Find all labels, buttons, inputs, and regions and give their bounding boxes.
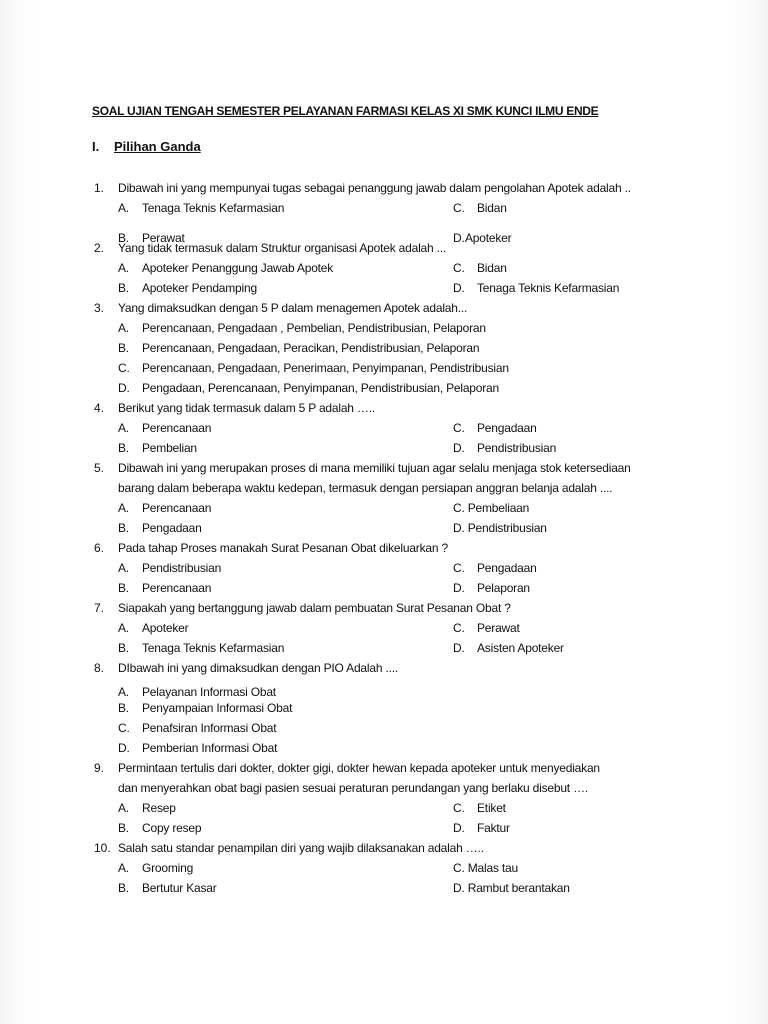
option-key: A.: [118, 561, 129, 575]
option-c: [453, 501, 529, 515]
option-c: [453, 201, 507, 215]
option-key: C.: [453, 561, 465, 575]
option-key: D.: [453, 821, 465, 835]
option-text: Pengadaan: [477, 421, 537, 435]
option-key: B.: [118, 441, 129, 455]
option-d: [453, 881, 570, 895]
question-text-cont: dan menyerahkan obat bagi pasien sesuai peraturan perundangan yang berlaku disebut ….: [118, 781, 589, 795]
option-key: C.: [453, 421, 465, 435]
option-key: B.: [118, 641, 129, 655]
option-text: Resep: [142, 801, 176, 815]
option-key: C.: [453, 621, 465, 635]
option-text: D. Pendistribusian: [453, 521, 547, 535]
option-text: Pengadaan, Perencanaan, Penyimpanan, Pendistribusian, Pelaporan: [142, 381, 499, 395]
question-text: Permintaan tertulis dari dokter, dokter gigi, dokter hewan kepada apoteker untuk menyediakan: [118, 761, 600, 775]
option-key: B.: [118, 341, 129, 355]
option-key: B.: [118, 821, 129, 835]
option-text: Pengadaan: [477, 561, 537, 575]
question-text: Salah satu standar penampilan diri yang wajib dilaksanakan adalah …..: [118, 841, 484, 855]
option-key: A.: [118, 321, 129, 335]
option-b: [118, 341, 479, 355]
option-text: Grooming: [142, 861, 194, 875]
option-text: Pelayanan Informasi Obat: [142, 685, 276, 699]
option-a: [118, 685, 276, 699]
option-text: Perencanaan: [142, 581, 212, 595]
option-b: [118, 521, 202, 535]
option-text: Apoteker: [142, 621, 189, 635]
option-d: [453, 641, 564, 655]
question-text: DIbawah ini yang dimaksudkan dengan PIO Adalah ....: [118, 661, 398, 675]
option-text: D. Rambut berantakan: [453, 881, 570, 895]
option-c: [118, 721, 276, 735]
option-text: Tenaga Teknis Kefarmasian: [142, 641, 285, 655]
option-text: Pendistribusian: [477, 441, 557, 455]
option-b: [118, 281, 257, 295]
option-c: [453, 261, 507, 275]
option-text: Faktur: [477, 821, 510, 835]
question-text: Siapakah yang bertanggung jawab dalam pembuatan Surat Pesanan Obat ?: [118, 601, 511, 615]
option-c: [453, 801, 506, 815]
option-b: [118, 581, 211, 595]
option-b: [118, 441, 197, 455]
option-key: A.: [118, 861, 129, 875]
question-number: 9.: [94, 761, 105, 775]
option-key: A.: [118, 421, 129, 435]
option-text: Asisten Apoteker: [477, 641, 564, 655]
option-key: C.: [453, 261, 465, 275]
question-number: 8.: [94, 661, 105, 675]
option-b: [118, 821, 201, 835]
option-text: Pembelian: [142, 441, 197, 455]
option-b: [118, 701, 292, 715]
option-key: A.: [118, 801, 129, 815]
option-key: D.: [453, 641, 465, 655]
question-number: 2.: [94, 241, 105, 255]
section-number: I.: [92, 139, 100, 154]
question-text: Berikut yang tidak termasuk dalam 5 P adalah …..: [118, 401, 375, 415]
option-text: Bertutur Kasar: [142, 881, 217, 895]
option-key: D.: [453, 581, 465, 595]
option-key: B.: [118, 281, 129, 295]
option-c: [453, 861, 518, 875]
option-key: B.: [118, 701, 129, 715]
question-text: Dibawah ini yang mempunyai tugas sebagai penanggung jawab dalam pengolahan Apotek adalah ..: [118, 181, 631, 195]
option-text: Perawat: [142, 231, 185, 245]
option-key: D.: [453, 281, 465, 295]
question-number: 4.: [94, 401, 105, 415]
option-b: [118, 641, 284, 655]
option-key: A.: [118, 501, 129, 515]
option-b: [118, 881, 217, 895]
option-key: B.: [118, 231, 129, 245]
option-key: C.: [453, 201, 465, 215]
option-text: Bidan: [477, 201, 507, 215]
option-a: [118, 801, 176, 815]
option-c: [453, 561, 537, 575]
question-number: 10.: [94, 841, 111, 855]
option-a: [118, 321, 486, 335]
option-key: D.: [118, 381, 130, 395]
option-a: [118, 501, 211, 515]
option-text: Pendistribusian: [142, 561, 222, 575]
option-a: [118, 621, 188, 635]
option-a: [118, 561, 221, 575]
question-text: Dibawah ini yang merupakan proses di mana memiliki tujuan agar selalu menjaga stok ketersediaan: [118, 461, 631, 475]
option-d: [453, 441, 556, 455]
option-d: [453, 281, 619, 295]
question-text: Yang dimaksudkan dengan 5 P dalam menagemen Apotek adalah...: [118, 301, 468, 315]
option-text: Perencanaan: [142, 421, 212, 435]
option-c: [118, 361, 509, 375]
option-a: [118, 261, 333, 275]
option-text: Pengadaan: [142, 521, 202, 535]
option-text: Perencanaan, Pengadaan, Penerimaan, Penyimpanan, Pendistribusian: [142, 361, 509, 375]
option-text: Perawat: [477, 621, 520, 635]
option-key: D.: [118, 741, 130, 755]
question-number: 5.: [94, 461, 105, 475]
option-text: Pemberian Informasi Obat: [142, 741, 278, 755]
question-text: Pada tahap Proses manakah Surat Pesanan Obat dikeluarkan ?: [118, 541, 448, 555]
option-text: C. Malas tau: [453, 861, 518, 875]
option-key: D.: [453, 231, 465, 245]
option-text: Perencanaan, Pengadaan, Peracikan, Pendistribusian, Pelaporan: [142, 341, 480, 355]
option-key: A.: [118, 201, 129, 215]
option-d: [453, 821, 510, 835]
option-key: B.: [118, 581, 129, 595]
option-key: D.: [453, 441, 465, 455]
question-text-cont: barang dalam beberapa waktu kedepan, termasuk dengan persiapan anggran belanja adalah ....: [118, 481, 613, 495]
question-number: 7.: [94, 601, 105, 615]
option-c: [453, 421, 537, 435]
option-d: [118, 741, 277, 755]
option-text: Penafsiran Informasi Obat: [142, 721, 277, 735]
option-text: Bidan: [477, 261, 507, 275]
option-text: Tenaga Teknis Kefarmasian: [142, 201, 285, 215]
option-text: C. Pembeliaan: [453, 501, 530, 515]
option-d: [453, 521, 547, 535]
option-text: Tenaga Teknis Kefarmasian: [477, 281, 620, 295]
option-text: Perencanaan: [142, 501, 212, 515]
option-c: [453, 621, 520, 635]
question-number: 6.: [94, 541, 105, 555]
section-heading: [92, 139, 201, 154]
option-text: Etiket: [477, 801, 506, 815]
option-d: [453, 231, 511, 245]
option-d: [453, 581, 530, 595]
option-key: A.: [118, 261, 129, 275]
option-text: Apoteker: [465, 231, 512, 245]
option-text: Copy resep: [142, 821, 202, 835]
question-text: Yang tidak termasuk dalam Struktur organisasi Apotek adalah ...: [118, 241, 447, 255]
option-key: A.: [118, 621, 129, 635]
option-a: [118, 201, 284, 215]
option-a: [118, 421, 211, 435]
option-key: C.: [118, 361, 130, 375]
option-key: C.: [453, 801, 465, 815]
option-text: Penyampaian Informasi Obat: [142, 701, 293, 715]
question-number: 1.: [94, 181, 105, 195]
option-text: Pelaporan: [477, 581, 530, 595]
option-key: A.: [118, 685, 129, 699]
section-title: Pilihan Ganda: [114, 139, 201, 154]
option-a: [118, 861, 193, 875]
option-text: Apoteker Penanggung Jawab Apotek: [142, 261, 334, 275]
option-d: [118, 381, 499, 395]
option-text: Apoteker Pendamping: [142, 281, 257, 295]
option-key: B.: [118, 881, 129, 895]
document-title: SOAL UJIAN TENGAH SEMESTER PELAYANAN FARMASI KELAS XI SMK KUNCI ILMU ENDE: [92, 104, 599, 118]
option-key: B.: [118, 521, 129, 535]
option-key: C.: [118, 721, 130, 735]
option-text: Perencanaan, Pengadaan , Pembelian, Pendistribusian, Pelaporan: [142, 321, 486, 335]
question-number: 3.: [94, 301, 105, 315]
